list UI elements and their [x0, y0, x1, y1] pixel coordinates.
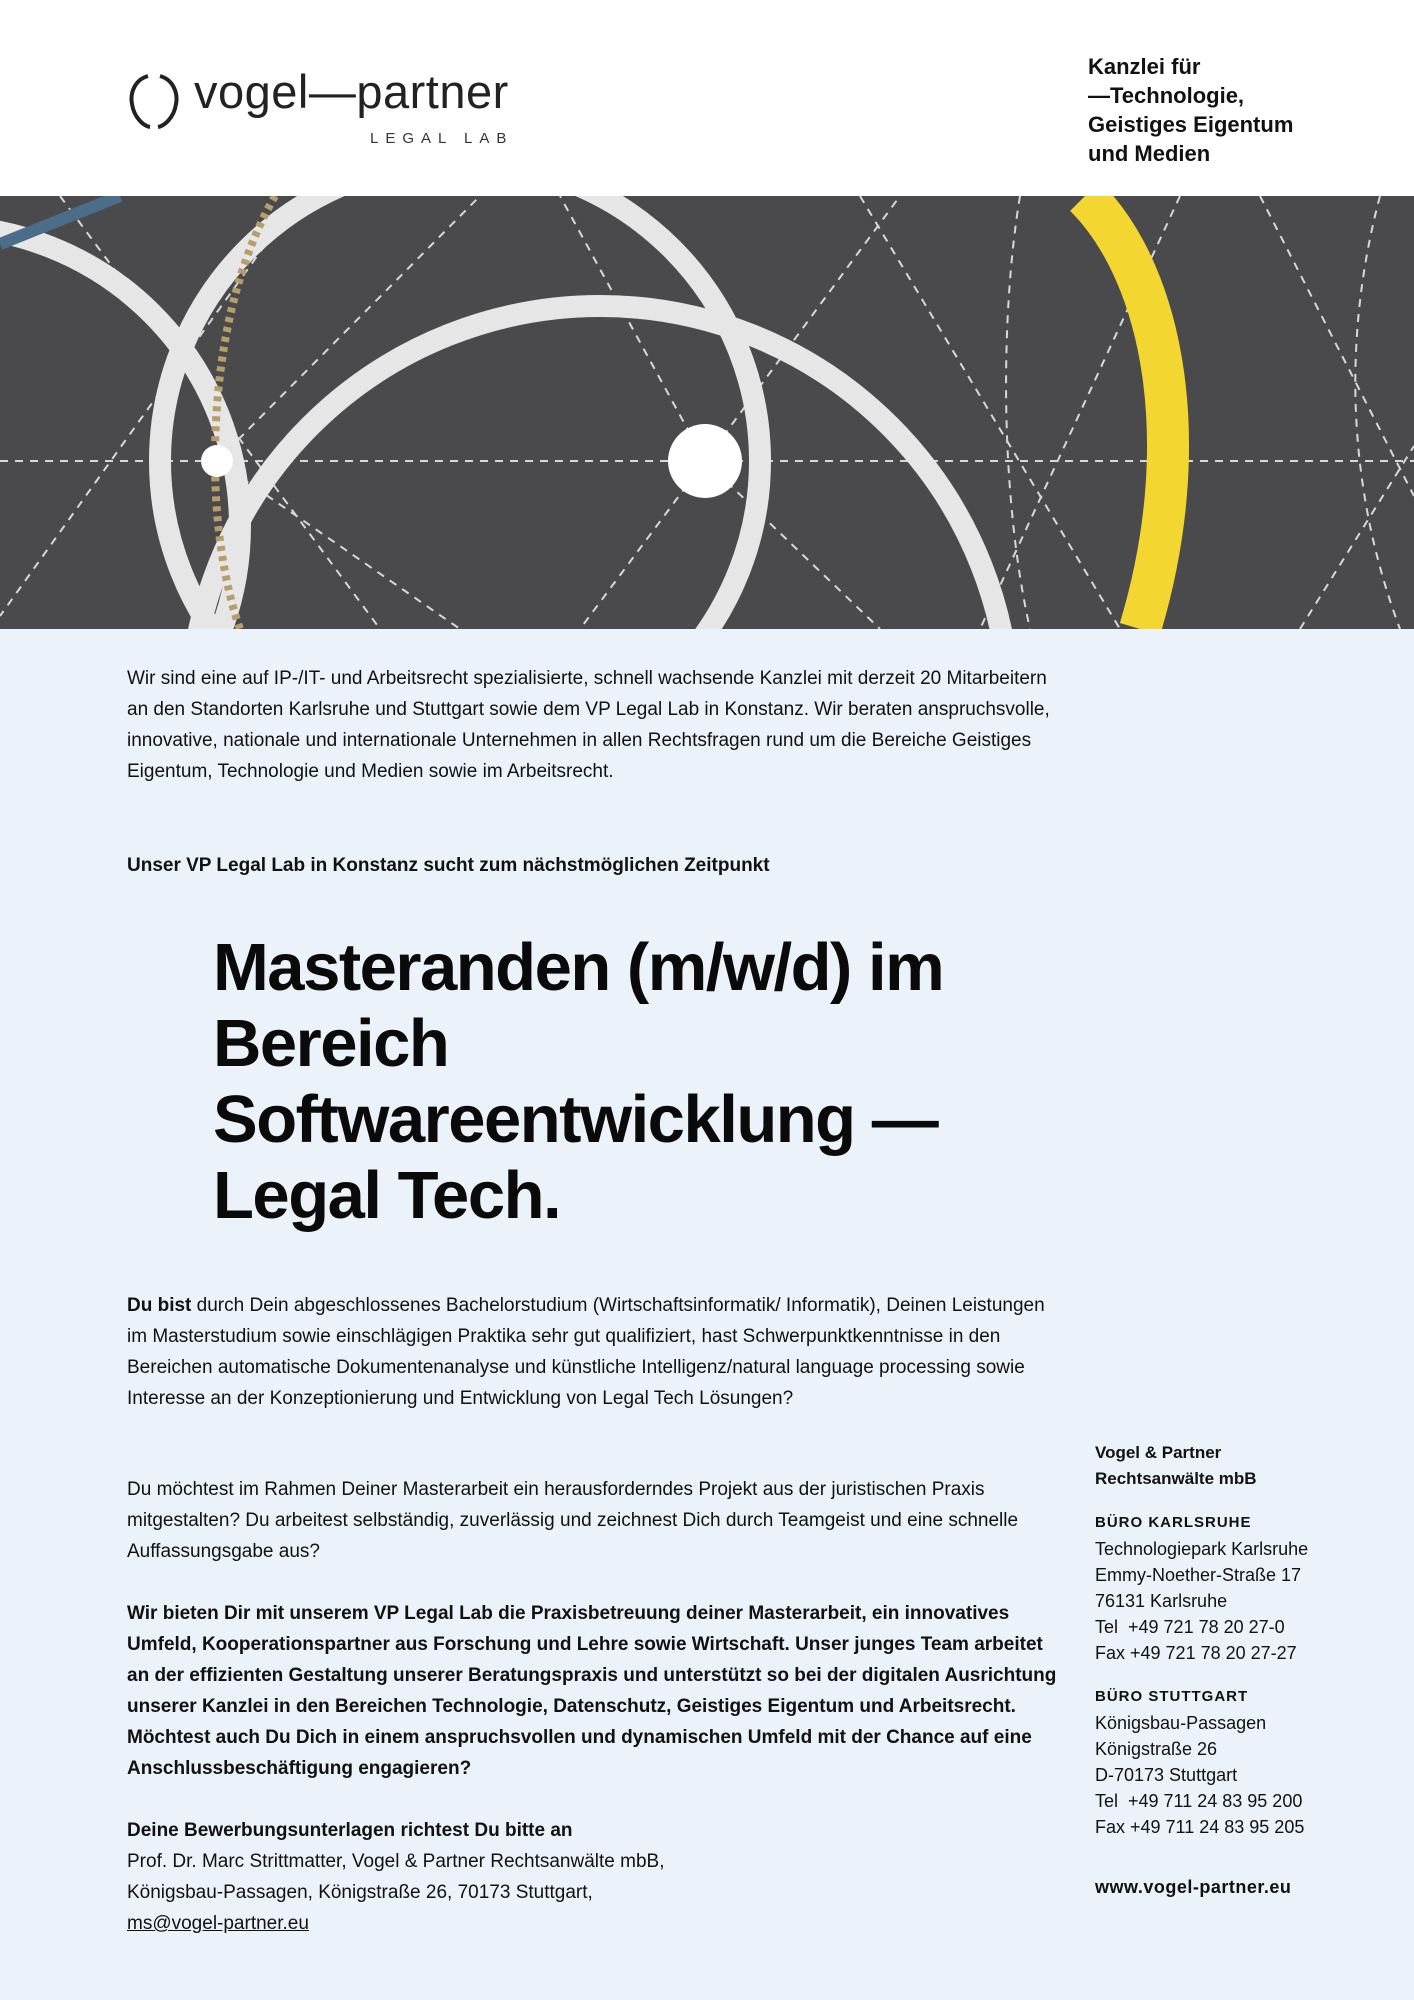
job-title-line: Softwareentwicklung — — [213, 1082, 938, 1157]
office-stuttgart-phone: Tel +49 711 24 83 95 200 — [1095, 1791, 1303, 1811]
job-title-line: Legal Tech. — [213, 1158, 561, 1233]
firm-name-line: Vogel & Partner — [1095, 1443, 1222, 1462]
tagline-line: Kanzlei für — [1088, 54, 1201, 79]
firm-name — [1095, 1440, 1395, 1492]
page-header — [0, 0, 1414, 196]
application-title: Deine Bewerbungsunterlagen richtest Du bitte an — [127, 1820, 573, 1841]
application-address-line: Königsbau-Passagen, Königstraße 26, 70173 Stuttgart, — [127, 1882, 593, 1903]
office-karlsruhe-line: Technologiepark Karlsruhe — [1095, 1539, 1309, 1559]
hero-banner-graphic — [0, 196, 1414, 629]
logo-subtitle: LEGAL LAB — [370, 130, 514, 147]
office-karlsruhe-title: BÜRO KARLSRUHE — [1095, 1514, 1252, 1531]
office-stuttgart-line: Königstraße 26 — [1095, 1739, 1218, 1759]
offer-paragraph — [127, 1598, 1067, 1784]
office-stuttgart-fax: Fax +49 711 24 83 95 205 — [1095, 1817, 1305, 1837]
tagline-line: und Medien — [1088, 141, 1211, 166]
tagline — [1088, 52, 1388, 168]
small-node — [201, 445, 233, 477]
tagline-line: Geistiges Eigentum — [1088, 112, 1294, 137]
office-stuttgart-title: BÜRO STUTTGART — [1095, 1688, 1249, 1705]
job-title — [213, 930, 1073, 1234]
office-karlsruhe-line: Emmy-Noether-Straße 17 — [1095, 1565, 1302, 1585]
job-title-line: Masteranden (m/w/d) im — [213, 930, 944, 1005]
website-link[interactable]: www.vogel-partner.eu — [1095, 1877, 1292, 1897]
offer-text: Wir bieten Dir mit unserem VP Legal Lab die Praxisbetreuung deiner Masterarbeit, ein innovatives Umfeld, Kooperationspartner aus Forschung und Lehre sowie Wirtschaft. Unser junges Team arbeitet an der effizienten Gestaltung unserer Beratungspraxis und unterstützt so bei der digitalen Ausrichtung unserer Kanzlei in den Bereichen Technologie, Datenschutz, Geistiges Eigentum und Arbeitsrecht. Möchtest auch Du Dich in einem anspruchsvollen und dynamischen Umfeld mit der Chance auf eine Anschlussbeschäftigung engagieren? — [127, 1603, 1057, 1779]
contact-sidebar — [1095, 1440, 1395, 1900]
office-karlsruhe-line: 76131 Karlsruhe — [1095, 1591, 1228, 1611]
logo-mark-icon — [126, 72, 182, 130]
office-karlsruhe-phone: Tel +49 721 78 20 27-0 — [1095, 1617, 1285, 1637]
application-block — [127, 1815, 1067, 1939]
qualifications-paragraph — [127, 1290, 1067, 1414]
office-stuttgart-line: Königsbau-Passagen — [1095, 1713, 1267, 1733]
firm-name-line: Rechtsanwälte mbB — [1095, 1469, 1257, 1488]
office-karlsruhe-fax: Fax +49 721 78 20 27-27 — [1095, 1643, 1297, 1663]
application-address-line: Prof. Dr. Marc Strittmatter, Vogel & Partner Rechtsanwälte mbB, — [127, 1851, 665, 1872]
qualifications-text: durch Dein abgeschlossenes Bachelorstudium (Wirtschaftsinformatik/ Informatik), Deinen Leistungen im Masterstudium sowie einschlägigen Praktika sehr gut qualifiziert, hast Schwerpunktkenntnisse in den Bereichen automatische Dokumentenanalyse und künstliche Intelligenz/natural language processing sowie Interesse an der Konzeptionierung und Entwicklung von Legal Tech Lösungen? — [127, 1295, 1045, 1409]
logo-wordmark: vogel—partner — [194, 65, 509, 118]
qualifications-lead: Du bist — [127, 1295, 192, 1316]
office-stuttgart-line: D-70173 Stuttgart — [1095, 1765, 1238, 1785]
tagline-line: —Technologie, — [1088, 83, 1245, 108]
tasks-paragraph: Du möchtest im Rahmen Deiner Masterarbeit ein herausforderndes Projekt aus der juristischen Praxis mitgestalten? Du arbeitest selbständig, zuverlässig und zeichnest Dich durch Teamgeist und eine schnelle Auffassungsgabe aus? — [127, 1479, 1019, 1562]
application-email-link[interactable]: ms@vogel-partner.eu — [127, 1913, 309, 1934]
large-node — [668, 424, 742, 498]
job-title-line: Bereich — [213, 1006, 449, 1081]
intro-paragraph: Wir sind eine auf IP-/IT- und Arbeitsrecht spezialisierte, schnell wachsende Kanzlei mit derzeit 20 Mitarbeitern an den Standorten Karlsruhe und Stuttgart sowie dem VP Legal Lab in Konstanz. Wir beraten anspruchsvolle, innovative, nationale und internationale Unternehmen in allen Rechtsfragen rund um die Bereiche Geistiges Eigentum, Technologie und Medien sowie im Arbeitsrecht. — [127, 668, 1050, 782]
seek-line: Unser VP Legal Lab in Konstanz sucht zum nächstmöglichen Zeitpunkt — [127, 855, 770, 876]
